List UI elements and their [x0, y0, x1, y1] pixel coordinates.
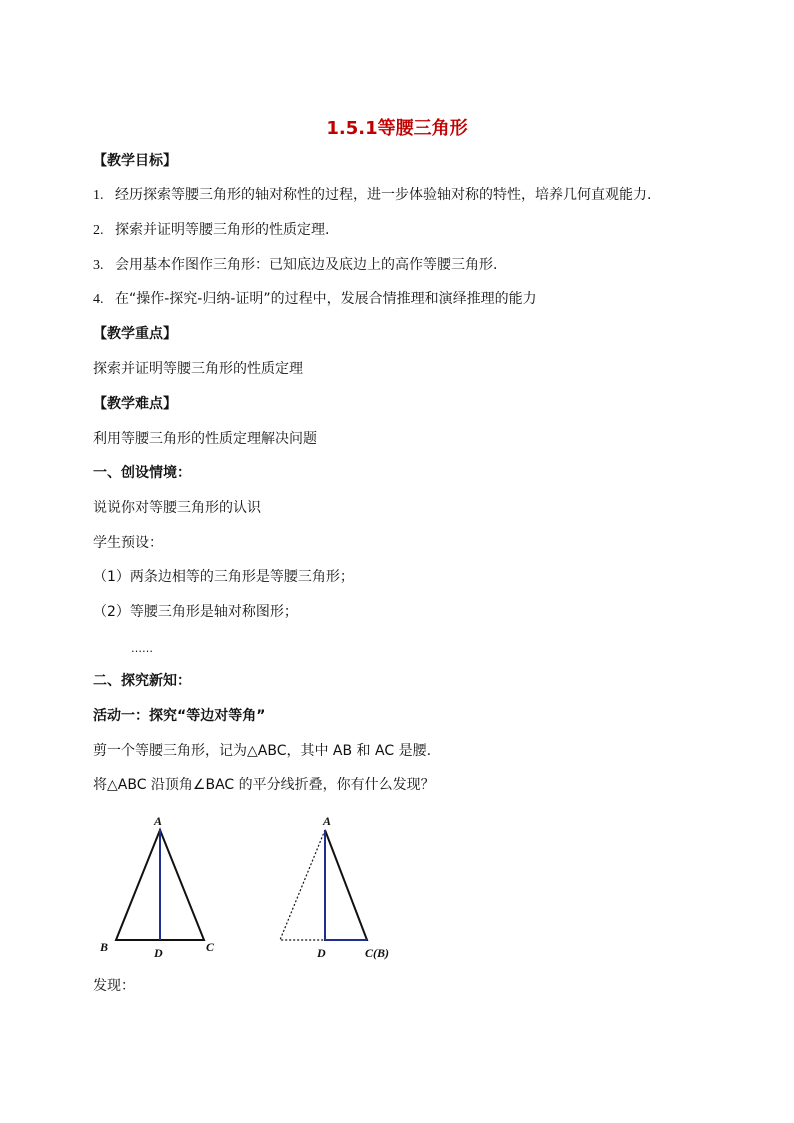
goal-text: 探索并证明等腰三角形的性质定理.	[115, 222, 330, 238]
label-a: A	[323, 814, 332, 828]
goal-number: 2.	[93, 223, 104, 238]
key-heading: 【教学重点】	[93, 326, 177, 342]
goal-text: 会用基本作图作三角形：已知底边及底边上的高作等腰三角形.	[115, 257, 498, 273]
goal-item-2	[93, 221, 329, 240]
activity-heading: 活动一：探究“等边对等角”	[93, 708, 266, 724]
discovery-label: 发现：	[93, 978, 135, 994]
goal-item-3	[93, 256, 497, 275]
part1-heading: 一、创设情境：	[93, 465, 191, 481]
isosceles-triangle-figure	[95, 810, 225, 962]
folded-half-dotted	[280, 830, 325, 940]
goal-number: 1.	[93, 188, 104, 203]
goals-heading: 【教学目标】	[93, 153, 177, 169]
presets-label: 学生预设：	[93, 535, 163, 551]
goal-item-4	[93, 290, 537, 309]
ellipsis: ……	[131, 642, 153, 655]
page-title: 1.5.1等腰三角形	[326, 118, 468, 139]
goal-item-1	[93, 186, 651, 205]
difficulty-text: 利用等腰三角形的性质定理解决问题	[93, 431, 317, 447]
label-b: B	[100, 940, 109, 954]
goal-text: 经历探索等腰三角形的轴对称性的过程，进一步体验轴对称的特性，培养几何直观能力.	[115, 187, 652, 203]
preset-item-2: （2）等腰三角形是轴对称图形；	[93, 604, 298, 620]
difficulty-heading: 【教学难点】	[93, 396, 177, 412]
goal-number: 3.	[93, 258, 104, 273]
triangle-adc	[325, 830, 367, 940]
goal-text: 在“操作-探究-归纳-证明”的过程中，发展合情推理和演绎推理的能力	[115, 291, 537, 307]
preset-item-1: （1）两条边相等的三角形是等腰三角形；	[93, 569, 354, 585]
activity-line-2: 将△ABC 沿顶角∠BAC 的平分线折叠，你有什么发现？	[93, 777, 435, 793]
part1-text: 说说你对等腰三角形的认识	[93, 500, 261, 516]
label-a: A	[154, 814, 163, 828]
folded-triangle-figure	[275, 810, 405, 962]
key-text: 探索并证明等腰三角形的性质定理	[93, 361, 303, 377]
goal-number: 4.	[93, 292, 104, 307]
label-d: D	[317, 946, 326, 960]
label-c: C	[206, 940, 215, 954]
label-cb: C(B)	[365, 946, 389, 960]
label-d: D	[154, 946, 163, 960]
part2-heading: 二、探究新知：	[93, 673, 191, 689]
activity-line-1: 剪一个等腰三角形，记为△ABC，其中 AB 和 AC 是腰.	[93, 743, 432, 759]
